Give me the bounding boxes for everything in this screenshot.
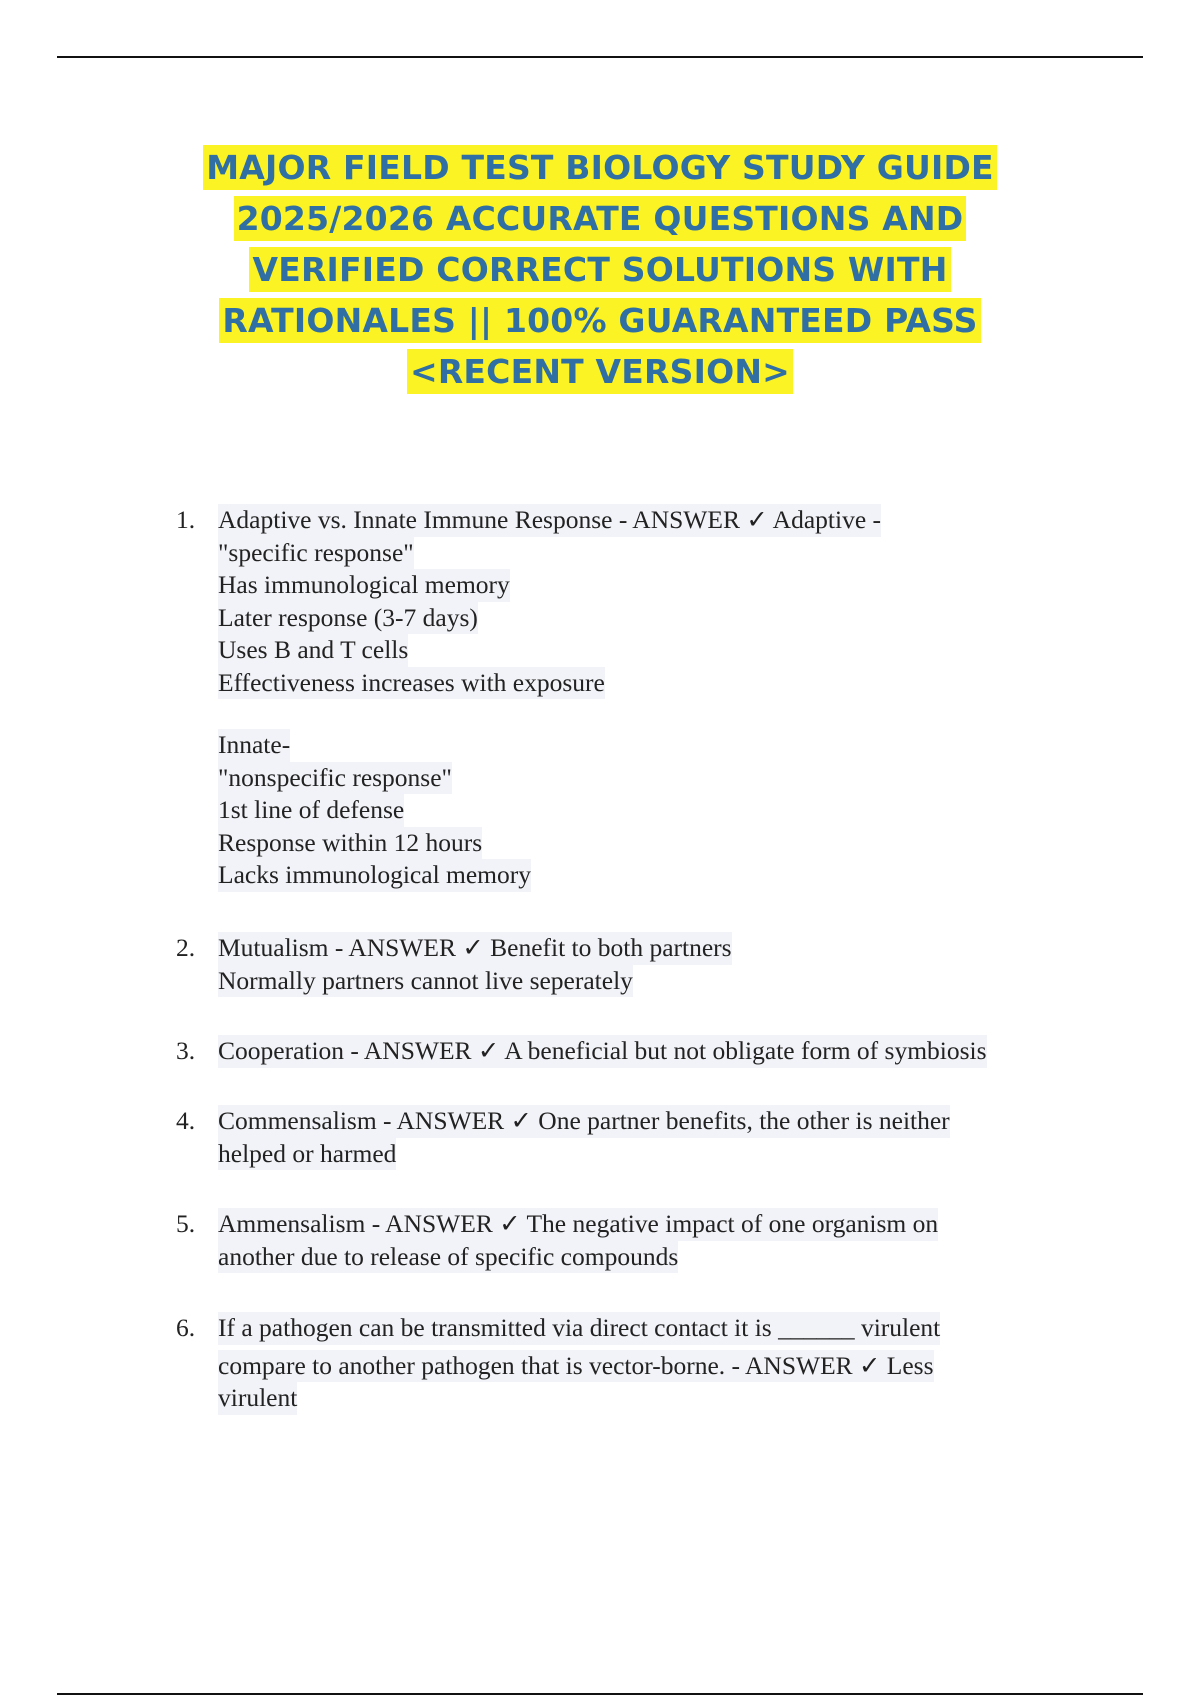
answer-blank-line — [218, 699, 881, 729]
header-rule — [57, 56, 1143, 58]
answer-line: virulent — [218, 1382, 297, 1415]
answer-line: Response within 12 hours — [218, 827, 482, 860]
title-line-2: 2025/2026 ACCURATE QUESTIONS AND — [234, 196, 967, 241]
answer-line: Mutualism - ANSWER ✓ Benefit to both partners — [218, 932, 732, 965]
question-number: 5. — [176, 1209, 196, 1238]
answer-line: Adaptive vs. Innate Immune Response - ANSWER ✓ Adaptive - — [218, 504, 881, 537]
question-answer — [218, 932, 732, 997]
answer-line: Commensalism - ANSWER ✓ One partner benefits, the other is neither — [218, 1105, 950, 1138]
title-line-3: VERIFIED CORRECT SOLUTIONS WITH — [249, 247, 950, 292]
answer-line: Normally partners cannot live seperately — [218, 965, 633, 998]
answer-line: "nonspecific response" — [218, 762, 452, 795]
answer-line: helped or harmed — [218, 1138, 396, 1171]
footer-rule — [57, 1693, 1143, 1695]
answer-line: compare to another pathogen that is vector-borne. - ANSWER ✓ Less — [218, 1350, 934, 1383]
question-answer — [218, 504, 881, 892]
answer-line: If a pathogen can be transmitted via direct contact it is ______ virulent — [218, 1312, 940, 1345]
answer-line: Innate- — [218, 729, 290, 762]
answer-line: Cooperation - ANSWER ✓ A beneficial but not obligate form of symbiosis — [218, 1035, 987, 1068]
answer-line: Uses B and T cells — [218, 634, 408, 667]
document-title — [150, 142, 1050, 397]
answer-line: Ammensalism - ANSWER ✓ The negative impact of one organism on — [218, 1208, 938, 1241]
answer-line: Later response (3-7 days) — [218, 602, 478, 635]
answer-line: another due to release of specific compounds — [218, 1241, 678, 1274]
answer-line: "specific response" — [218, 537, 414, 570]
answer-line: Lacks immunological memory — [218, 859, 531, 892]
title-line-1: MAJOR FIELD TEST BIOLOGY STUDY GUIDE — [203, 145, 997, 190]
title-line-4: RATIONALES || 100% GUARANTEED PASS — [219, 298, 980, 343]
question-number: 6. — [176, 1313, 196, 1342]
title-line-5: <RECENT VERSION> — [407, 349, 793, 394]
answer-line: Has immunological memory — [218, 569, 510, 602]
question-answer — [218, 1312, 940, 1415]
question-number: 3. — [176, 1036, 196, 1065]
question-answer — [218, 1035, 987, 1068]
question-number: 4. — [176, 1106, 196, 1135]
answer-line: 1st line of defense — [218, 794, 404, 827]
question-answer — [218, 1208, 938, 1273]
question-answer — [218, 1105, 950, 1170]
question-number: 1. — [176, 505, 196, 534]
answer-line: Effectiveness increases with exposure — [218, 667, 605, 700]
question-number: 2. — [176, 933, 196, 962]
